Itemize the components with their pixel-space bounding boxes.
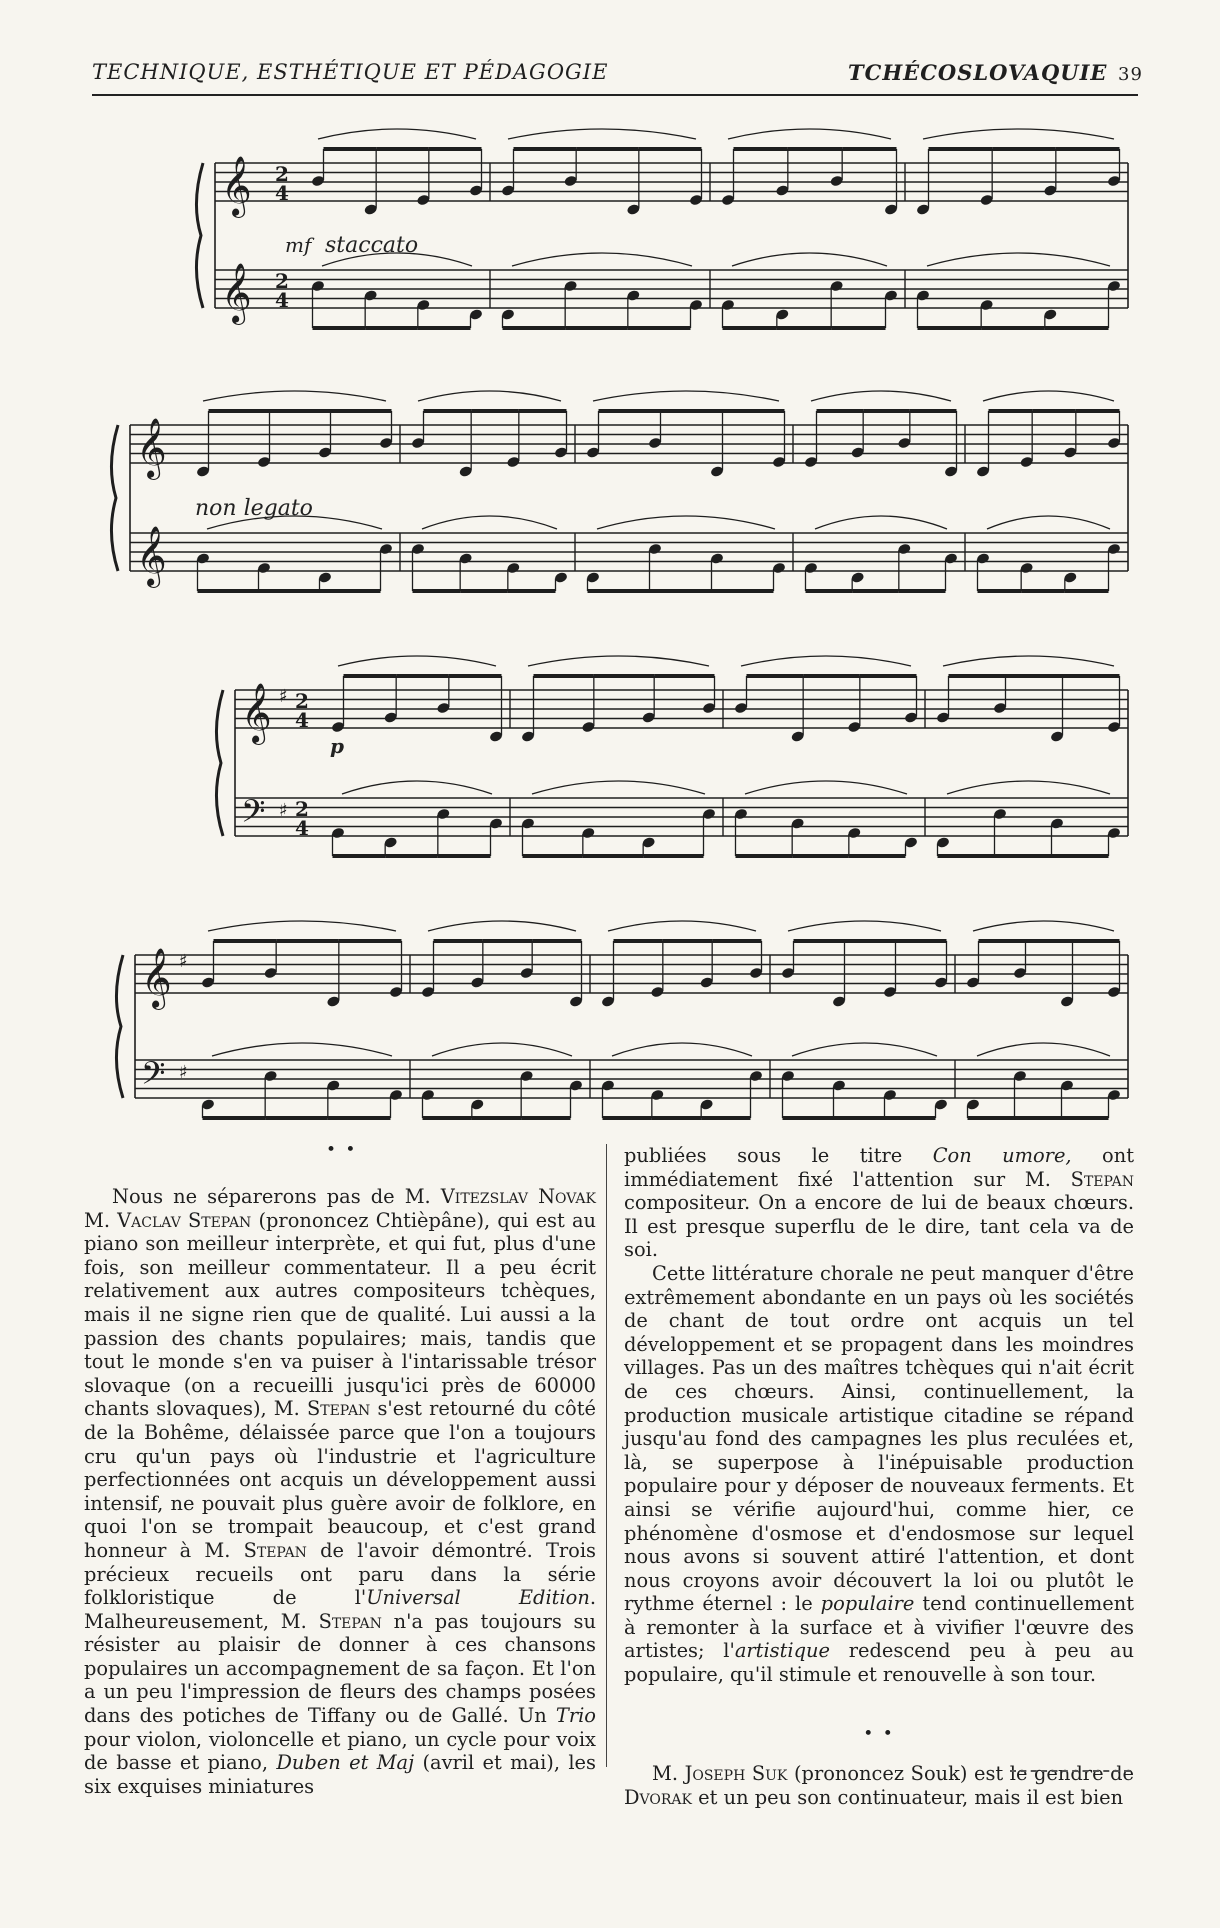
paragraph-chorale bbox=[624, 1262, 1134, 1687]
svg-text:𝄞: 𝄞 bbox=[221, 263, 252, 323]
svg-text:𝄞: 𝄞 bbox=[136, 418, 167, 478]
expression-non-legato: non legato bbox=[195, 496, 313, 521]
svg-text:2: 2 bbox=[275, 162, 289, 186]
svg-text:𝄞: 𝄞 bbox=[241, 683, 272, 743]
text-run: Nous ne séparerons pas de M. bbox=[112, 1185, 441, 1208]
section-ornament-right: • • bbox=[863, 1723, 895, 1744]
text-run: Vitezslav Novak bbox=[440, 1185, 596, 1208]
text-run: populaire bbox=[820, 1592, 915, 1616]
svg-text:4: 4 bbox=[295, 816, 309, 840]
text-run: Joseph Suk bbox=[684, 1762, 788, 1786]
text-run: M. bbox=[652, 1762, 685, 1786]
dynamic-mf: mf bbox=[285, 233, 312, 257]
svg-text:𝄢: 𝄢 bbox=[241, 793, 266, 837]
page-number: 39 bbox=[1118, 64, 1143, 85]
text-run: (prononcez Souk) est le gendre de bbox=[787, 1762, 1135, 1786]
section-ornament-left: • • bbox=[326, 1140, 358, 1160]
text-run: compositeur. On a encore de lui de beaux chœurs. Il est presque superflu de le dire, tant cela va de soi. bbox=[624, 1191, 1134, 1262]
text-run: . Malheureusement, M. bbox=[84, 1586, 596, 1633]
text-run: pour violon, violoncelle et piano, un cycle pour voix de basse et piano, bbox=[84, 1727, 596, 1775]
text-run: Universal Edition bbox=[366, 1586, 590, 1610]
text-run: (prononcez Chtièpâne), qui est au piano son meilleur interprète, et qui fut, plus d'une fois, son meilleur commentateur. Il a peu écrit relativement aux autres compositeurs tchèques, mais il ne signe rien que de qualité. Lui aussi a la passion des chants populaires; mais, tandis que tout le monde s'en va puiser à l'intarissable trésor slovaque (on a recueilli jusqu'ici près de 60000 chants slovaques), M. bbox=[84, 1208, 596, 1421]
text-run: ont immédiatement fixé l'attention sur M. bbox=[624, 1144, 1134, 1191]
text-run: Stepan bbox=[1070, 1167, 1134, 1191]
svg-text:4: 4 bbox=[275, 181, 289, 205]
text-run: artistique bbox=[734, 1639, 830, 1663]
text-run: et un peu son continuateur, mais il est bien bbox=[692, 1785, 1124, 1809]
text-run: (avril et mai), les six exquises miniatures bbox=[84, 1751, 596, 1798]
left-text-column bbox=[84, 1185, 596, 1798]
svg-text:𝄞: 𝄞 bbox=[136, 526, 167, 586]
svg-text:♯: ♯ bbox=[179, 951, 188, 972]
text-run: Duben et Maj bbox=[276, 1751, 415, 1775]
svg-text:𝄞: 𝄞 bbox=[141, 948, 172, 1008]
svg-text:♯: ♯ bbox=[279, 800, 288, 821]
paragraph-novak-stepan bbox=[84, 1185, 596, 1798]
svg-text:4: 4 bbox=[295, 708, 309, 732]
header-chapter-title: TCHÉCOSLOVAQUIE bbox=[848, 60, 1108, 85]
text-run: publiées sous le titre bbox=[624, 1144, 933, 1167]
paragraph-con-umore bbox=[624, 1144, 1134, 1262]
header-section-title: TECHNIQUE, ESTHÉTIQUE ET PÉDAGOGIE bbox=[92, 60, 609, 84]
svg-text:2: 2 bbox=[295, 797, 309, 821]
text-run: tend continuellement à remonter à la surface et à vivifier l'œuvre des artistes; l' bbox=[624, 1592, 1134, 1663]
page-tail-dashes bbox=[1010, 1770, 1130, 1774]
svg-text:♯: ♯ bbox=[179, 1062, 188, 1083]
text-run: Stepan bbox=[306, 1397, 371, 1421]
text-run: Stepan bbox=[318, 1609, 382, 1633]
expression-staccato: staccato bbox=[325, 233, 419, 258]
text-run: Stepan bbox=[243, 1538, 307, 1562]
column-divider bbox=[606, 1144, 607, 1767]
text-run: M. bbox=[84, 1208, 118, 1232]
svg-text:4: 4 bbox=[275, 288, 289, 312]
text-run: s'est retourné du côté de la Bohême, délaissée parce que l'on a toujours cru qu'un pays où l'industrie et l'agriculture perfectionnées ont acquis un développement aussi intensif, ne pouvait plus guère avoir de folklore, en quoi l'on se trompait beaucoup, et c'est grand honneur à M. bbox=[84, 1397, 596, 1562]
text-run: Cette littérature chorale ne peut manquer d'être extrêmement abondante en un pays où les sociétés de chant de tout ordre ont acquis un tel développement et se propagent dans les moindres villages. Pas un des maîtres tchèques qui n'ait écrit de ces chœurs. Ainsi, continuellement, la production musicale artistique citadine se répand jusqu'au fond des campagnes les plus reculées et, là, se superpose à l'inépuisable production populaire pour y déposer de nouveaux ferments. Et ainsi se vérifie aujourd'hui, comme hier, ce phénomène d'osmose et d'endosmose sur lequel nous avons si souvent attiré l'attention, et dont nous croyons avoir découvert la loi ou plutôt le rythme éternel : le bbox=[624, 1261, 1134, 1616]
text-run: Con umore, bbox=[932, 1144, 1072, 1167]
text-run: n'a pas toujours su résister au plaisir de donner à ces chansons populaires un accompagnement de sa façon. Et l'on a un peu l'impression de fleurs des champs posées dans des potiches de Tiffany ou de Gallé. Un bbox=[84, 1609, 596, 1728]
svg-text:2: 2 bbox=[295, 689, 309, 713]
dynamic-p: p bbox=[330, 734, 344, 758]
right-text-column bbox=[624, 1144, 1134, 1809]
svg-text:2: 2 bbox=[275, 269, 289, 293]
text-run: Dvorak bbox=[624, 1785, 692, 1809]
text-run: de l'avoir démontré. Trois précieux recueils ont paru dans la série folkloristique de l' bbox=[84, 1538, 596, 1610]
svg-text:𝄢: 𝄢 bbox=[141, 1055, 166, 1099]
svg-text:♯: ♯ bbox=[279, 686, 288, 707]
text-run: redescend peu à peu au populaire, qu'il stimule et renouvelle à son tour. bbox=[624, 1639, 1134, 1687]
text-run: Vaclav Stepan bbox=[117, 1208, 252, 1232]
svg-text:𝄞: 𝄞 bbox=[221, 156, 252, 216]
text-run: Trio bbox=[555, 1704, 596, 1728]
